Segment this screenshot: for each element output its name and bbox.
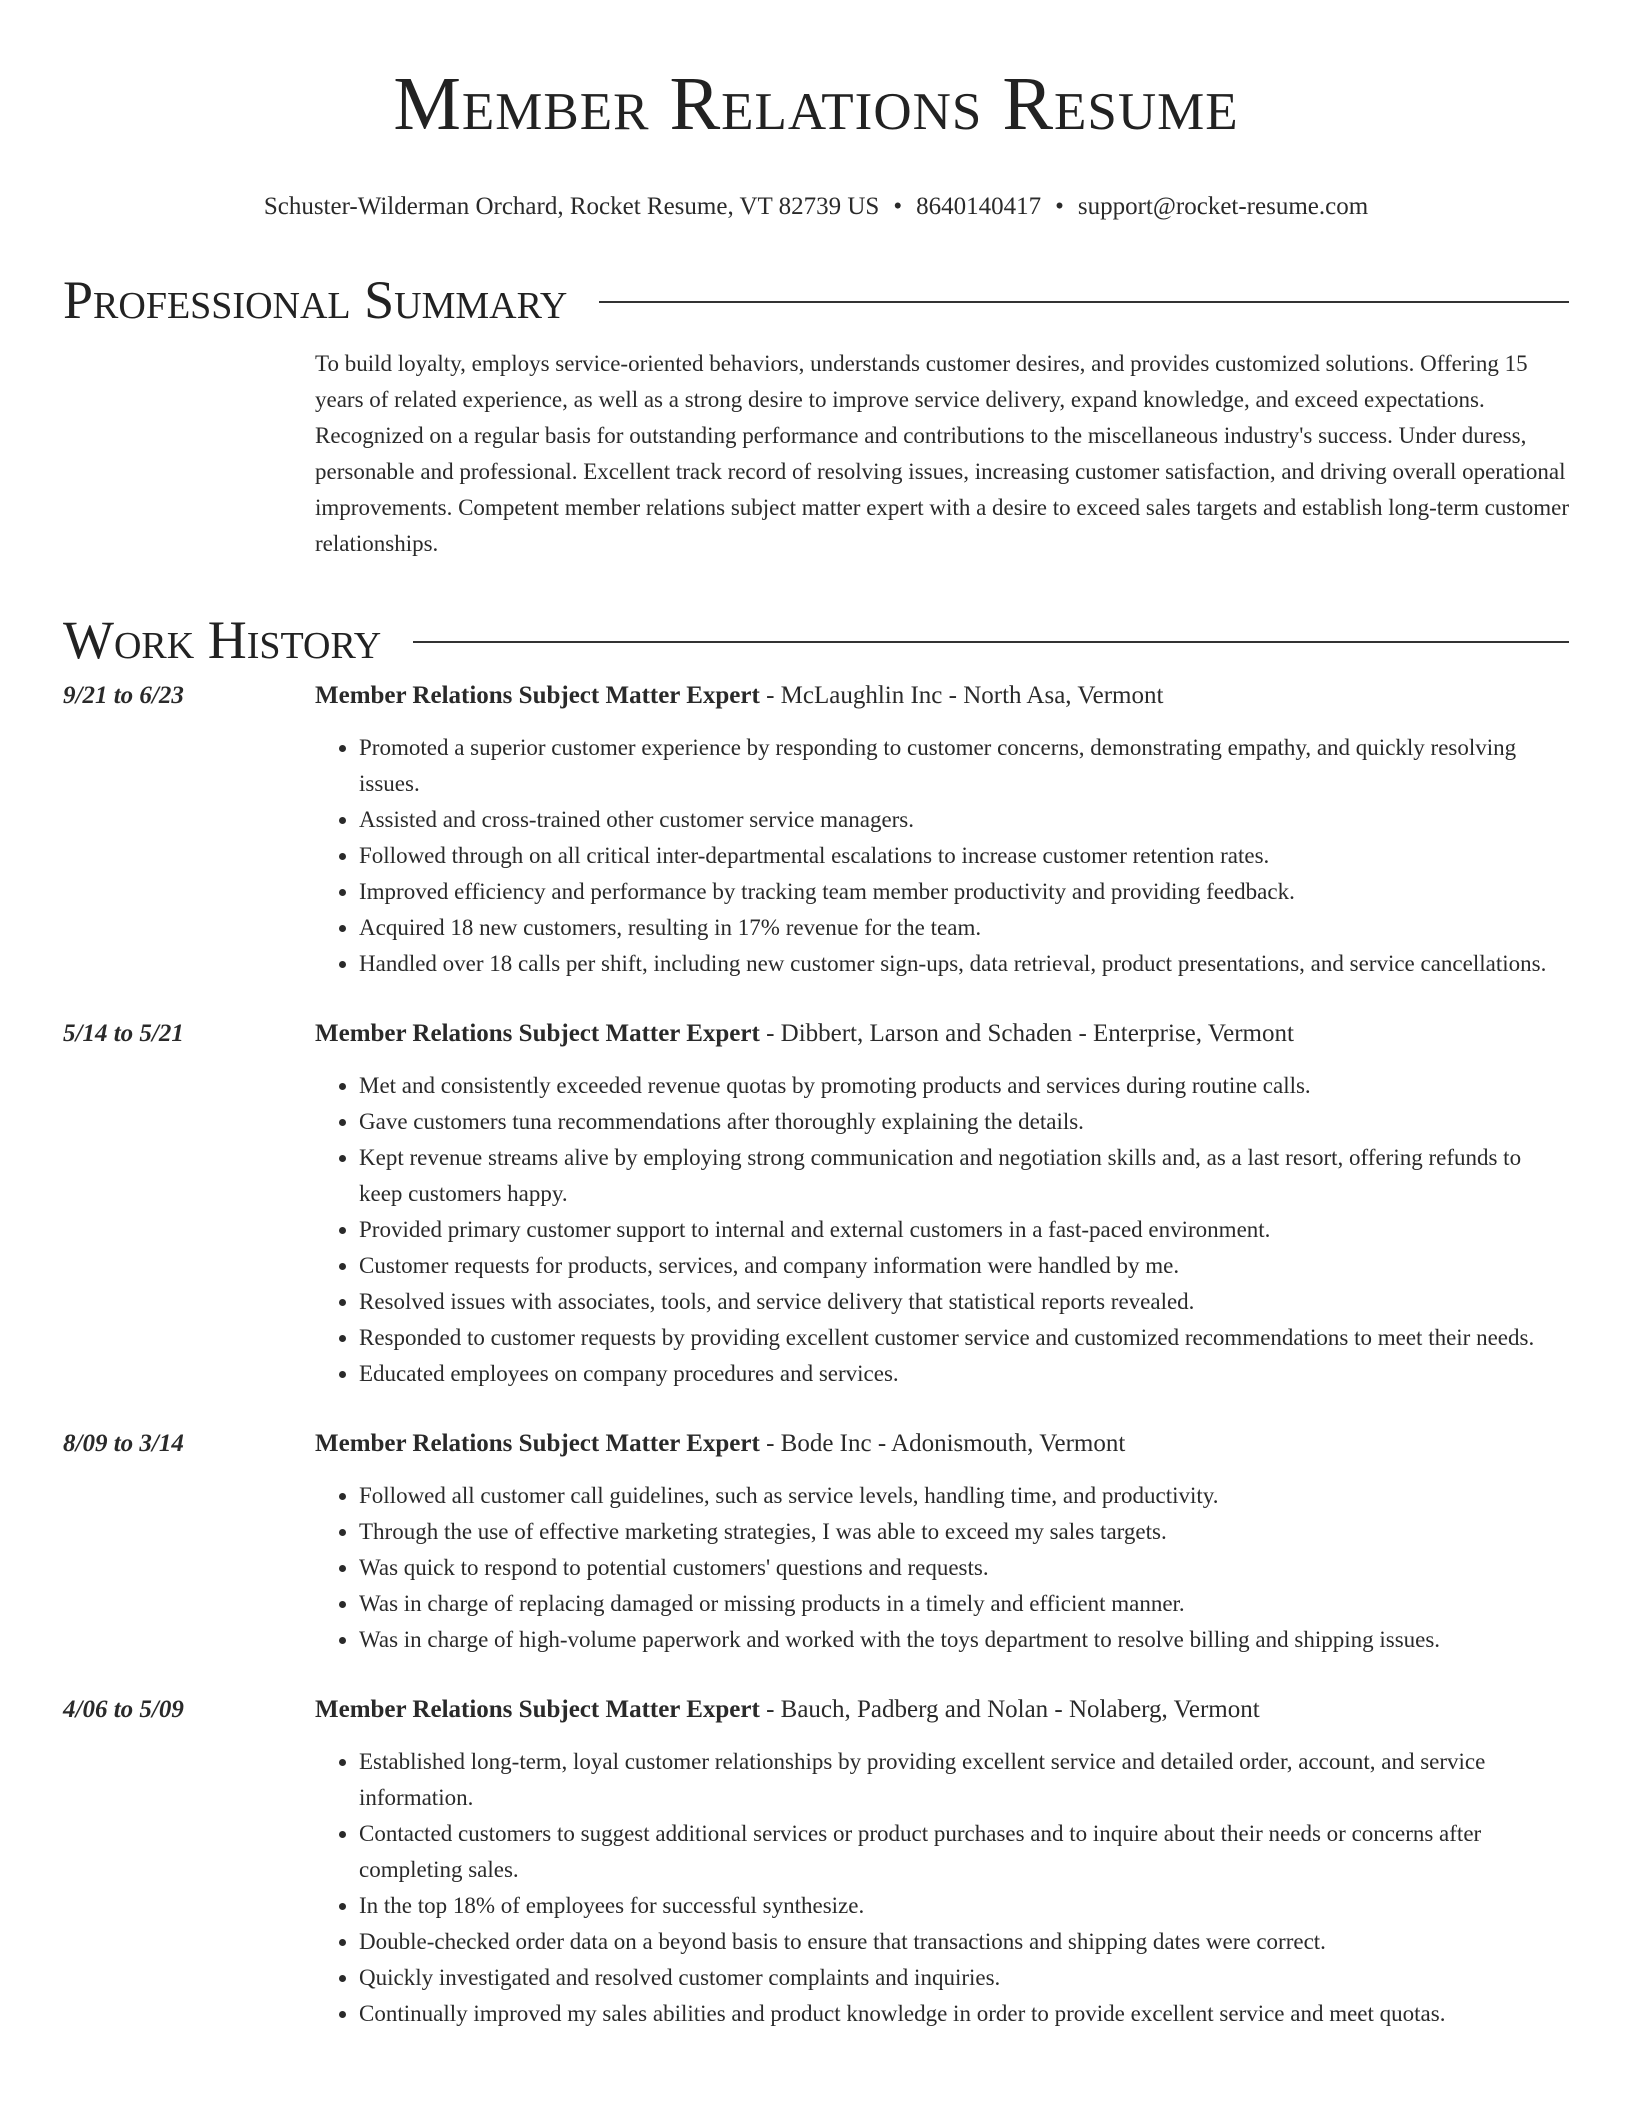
work-history-list <box>63 678 1569 2032</box>
job-bullets <box>315 1478 1569 1658</box>
list-item: • Through the use of effective marketing strategies, I was able to exceed my sales targets. <box>359 1514 1569 1550</box>
job-dates: 9/21 to 6/23 <box>63 682 184 709</box>
list-item: • Followed all customer call guidelines, such as service levels, handling time, and productivity. <box>359 1478 1569 1514</box>
job-company-location: - Bode Inc - Adonismouth, Vermont <box>759 1430 1126 1457</box>
list-item: • Improved efficiency and performance by tracking team member productivity and providing feedback. <box>359 874 1569 910</box>
job-title: Member Relations Subject Matter Expert <box>315 1430 760 1457</box>
section-title-work: Work History <box>63 610 382 670</box>
contact-phone: 8640140417 <box>916 193 1042 220</box>
contact-separator: • <box>893 193 903 220</box>
list-item: • Educated employees on company procedures and services. <box>359 1356 1569 1392</box>
summary-text: To build loyalty, employs service-oriented behaviors, understands customer desires, and provides customized solutions. Offering 15 years of related experience, as well as a strong desire to improve service delivery, expand knowledge, and exceed expectations. Recognized on a regular basis for outstanding performance and contributions to the miscellaneous industry's success. Under duress, personable and professional. Excellent track record of resolving issues, increasing customer satisfaction, and driving overall operational improvements. Competent member relations subject matter expert with a desire to exceed sales targets and establish long-term customer relationships. <box>315 351 1569 556</box>
job-header <box>315 1692 1569 1728</box>
list-item: • Continually improved my sales abilities and product knowledge in order to provide excellent service and meet quotas. <box>359 1996 1569 2032</box>
section-header-work <box>63 610 1569 670</box>
job-dates: 8/09 to 3/14 <box>63 1430 184 1457</box>
section-header-summary <box>63 270 1569 330</box>
list-item: • Gave customers tuna recommendations after thoroughly explaining the details. <box>359 1104 1569 1140</box>
list-item: • Quickly investigated and resolved customer complaints and inquiries. <box>359 1960 1569 1996</box>
list-item: • Customer requests for products, services, and company information were handled by me. <box>359 1248 1569 1284</box>
job-entry <box>63 1426 1569 1658</box>
resume-title: Member Relations Resume <box>393 62 1239 146</box>
job-body <box>315 678 1569 982</box>
contact-address: Schuster-Wilderman Orchard, Rocket Resume, VT 82739 US <box>263 193 880 220</box>
list-item: • Was in charge of replacing damaged or missing products in a timely and efficient manner. <box>359 1586 1569 1622</box>
job-bullets <box>315 1744 1569 2032</box>
list-item: • Established long-term, loyal customer relationships by providing excellent service and detailed order, account, and service information. <box>359 1744 1569 1816</box>
job-title: Member Relations Subject Matter Expert <box>315 682 760 709</box>
job-bullets <box>315 1068 1569 1392</box>
list-item: • Contacted customers to suggest additional services or product purchases and to inquire about their needs or concerns after completing sales. <box>359 1816 1569 1888</box>
job-header <box>315 1426 1569 1462</box>
contact-separator: • <box>1055 193 1064 220</box>
job-body <box>315 1692 1569 2032</box>
list-item: • Was quick to respond to potential customers' questions and requests. <box>359 1550 1569 1586</box>
list-item: • Handled over 18 calls per shift, including new customer sign-ups, data retrieval, product presentations, and service cancellations. <box>359 946 1569 982</box>
section-divider <box>413 641 1569 643</box>
section-title-summary: Professional Summary <box>63 270 568 330</box>
job-title: Member Relations Subject Matter Expert <box>315 1020 760 1047</box>
job-dates: 4/06 to 5/09 <box>63 1696 184 1723</box>
list-item: • In the top 18% of employees for successful synthesize. <box>359 1888 1569 1924</box>
job-title: Member Relations Subject Matter Expert <box>315 1696 760 1723</box>
job-entry <box>63 1692 1569 2032</box>
list-item: • Resolved issues with associates, tools, and service delivery that statistical reports revealed. <box>359 1284 1569 1320</box>
list-item: • Assisted and cross-trained other customer service managers. <box>359 802 1569 838</box>
job-company-location: - McLaughlin Inc - North Asa, Vermont <box>759 682 1164 709</box>
list-item: • Double-checked order data on a beyond basis to ensure that transactions and shipping dates were correct. <box>359 1924 1569 1960</box>
job-header <box>315 1016 1569 1052</box>
list-item: • Followed through on all critical inter-departmental escalations to increase customer retention rates. <box>359 838 1569 874</box>
list-item: • Met and consistently exceeded revenue quotas by promoting products and services during routine calls. <box>359 1068 1569 1104</box>
job-header <box>315 678 1569 714</box>
list-item: • Kept revenue streams alive by employing strong communication and negotiation skills and, as a last resort, offering refunds to keep customers happy. <box>359 1140 1569 1212</box>
job-company-location: - Dibbert, Larson and Schaden - Enterprise, Vermont <box>759 1020 1294 1047</box>
list-item: • Responded to customer requests by providing excellent customer service and customized recommendations to meet their needs. <box>359 1320 1569 1356</box>
job-body <box>315 1016 1569 1392</box>
contact-email: support@rocket-resume.com <box>1077 193 1369 220</box>
list-item: • Provided primary customer support to internal and external customers in a fast-paced environment. <box>359 1212 1569 1248</box>
job-entry <box>63 1016 1569 1392</box>
list-item: • Was in charge of high-volume paperwork and worked with the toys department to resolve billing and shipping issues. <box>359 1622 1569 1658</box>
list-item: • Acquired 18 new customers, resulting in 17% revenue for the team. <box>359 910 1569 946</box>
job-bullets <box>315 730 1569 982</box>
contact-line <box>63 192 1569 222</box>
list-item: • Promoted a superior customer experience by responding to customer concerns, demonstrating empathy, and quickly resolving issues. <box>359 730 1569 802</box>
job-company-location: - Bauch, Padberg and Nolan - Nolaberg, Vermont <box>759 1696 1260 1723</box>
section-divider <box>599 301 1569 303</box>
job-entry <box>63 678 1569 982</box>
job-dates: 5/14 to 5/21 <box>63 1020 184 1047</box>
job-body <box>315 1426 1569 1658</box>
